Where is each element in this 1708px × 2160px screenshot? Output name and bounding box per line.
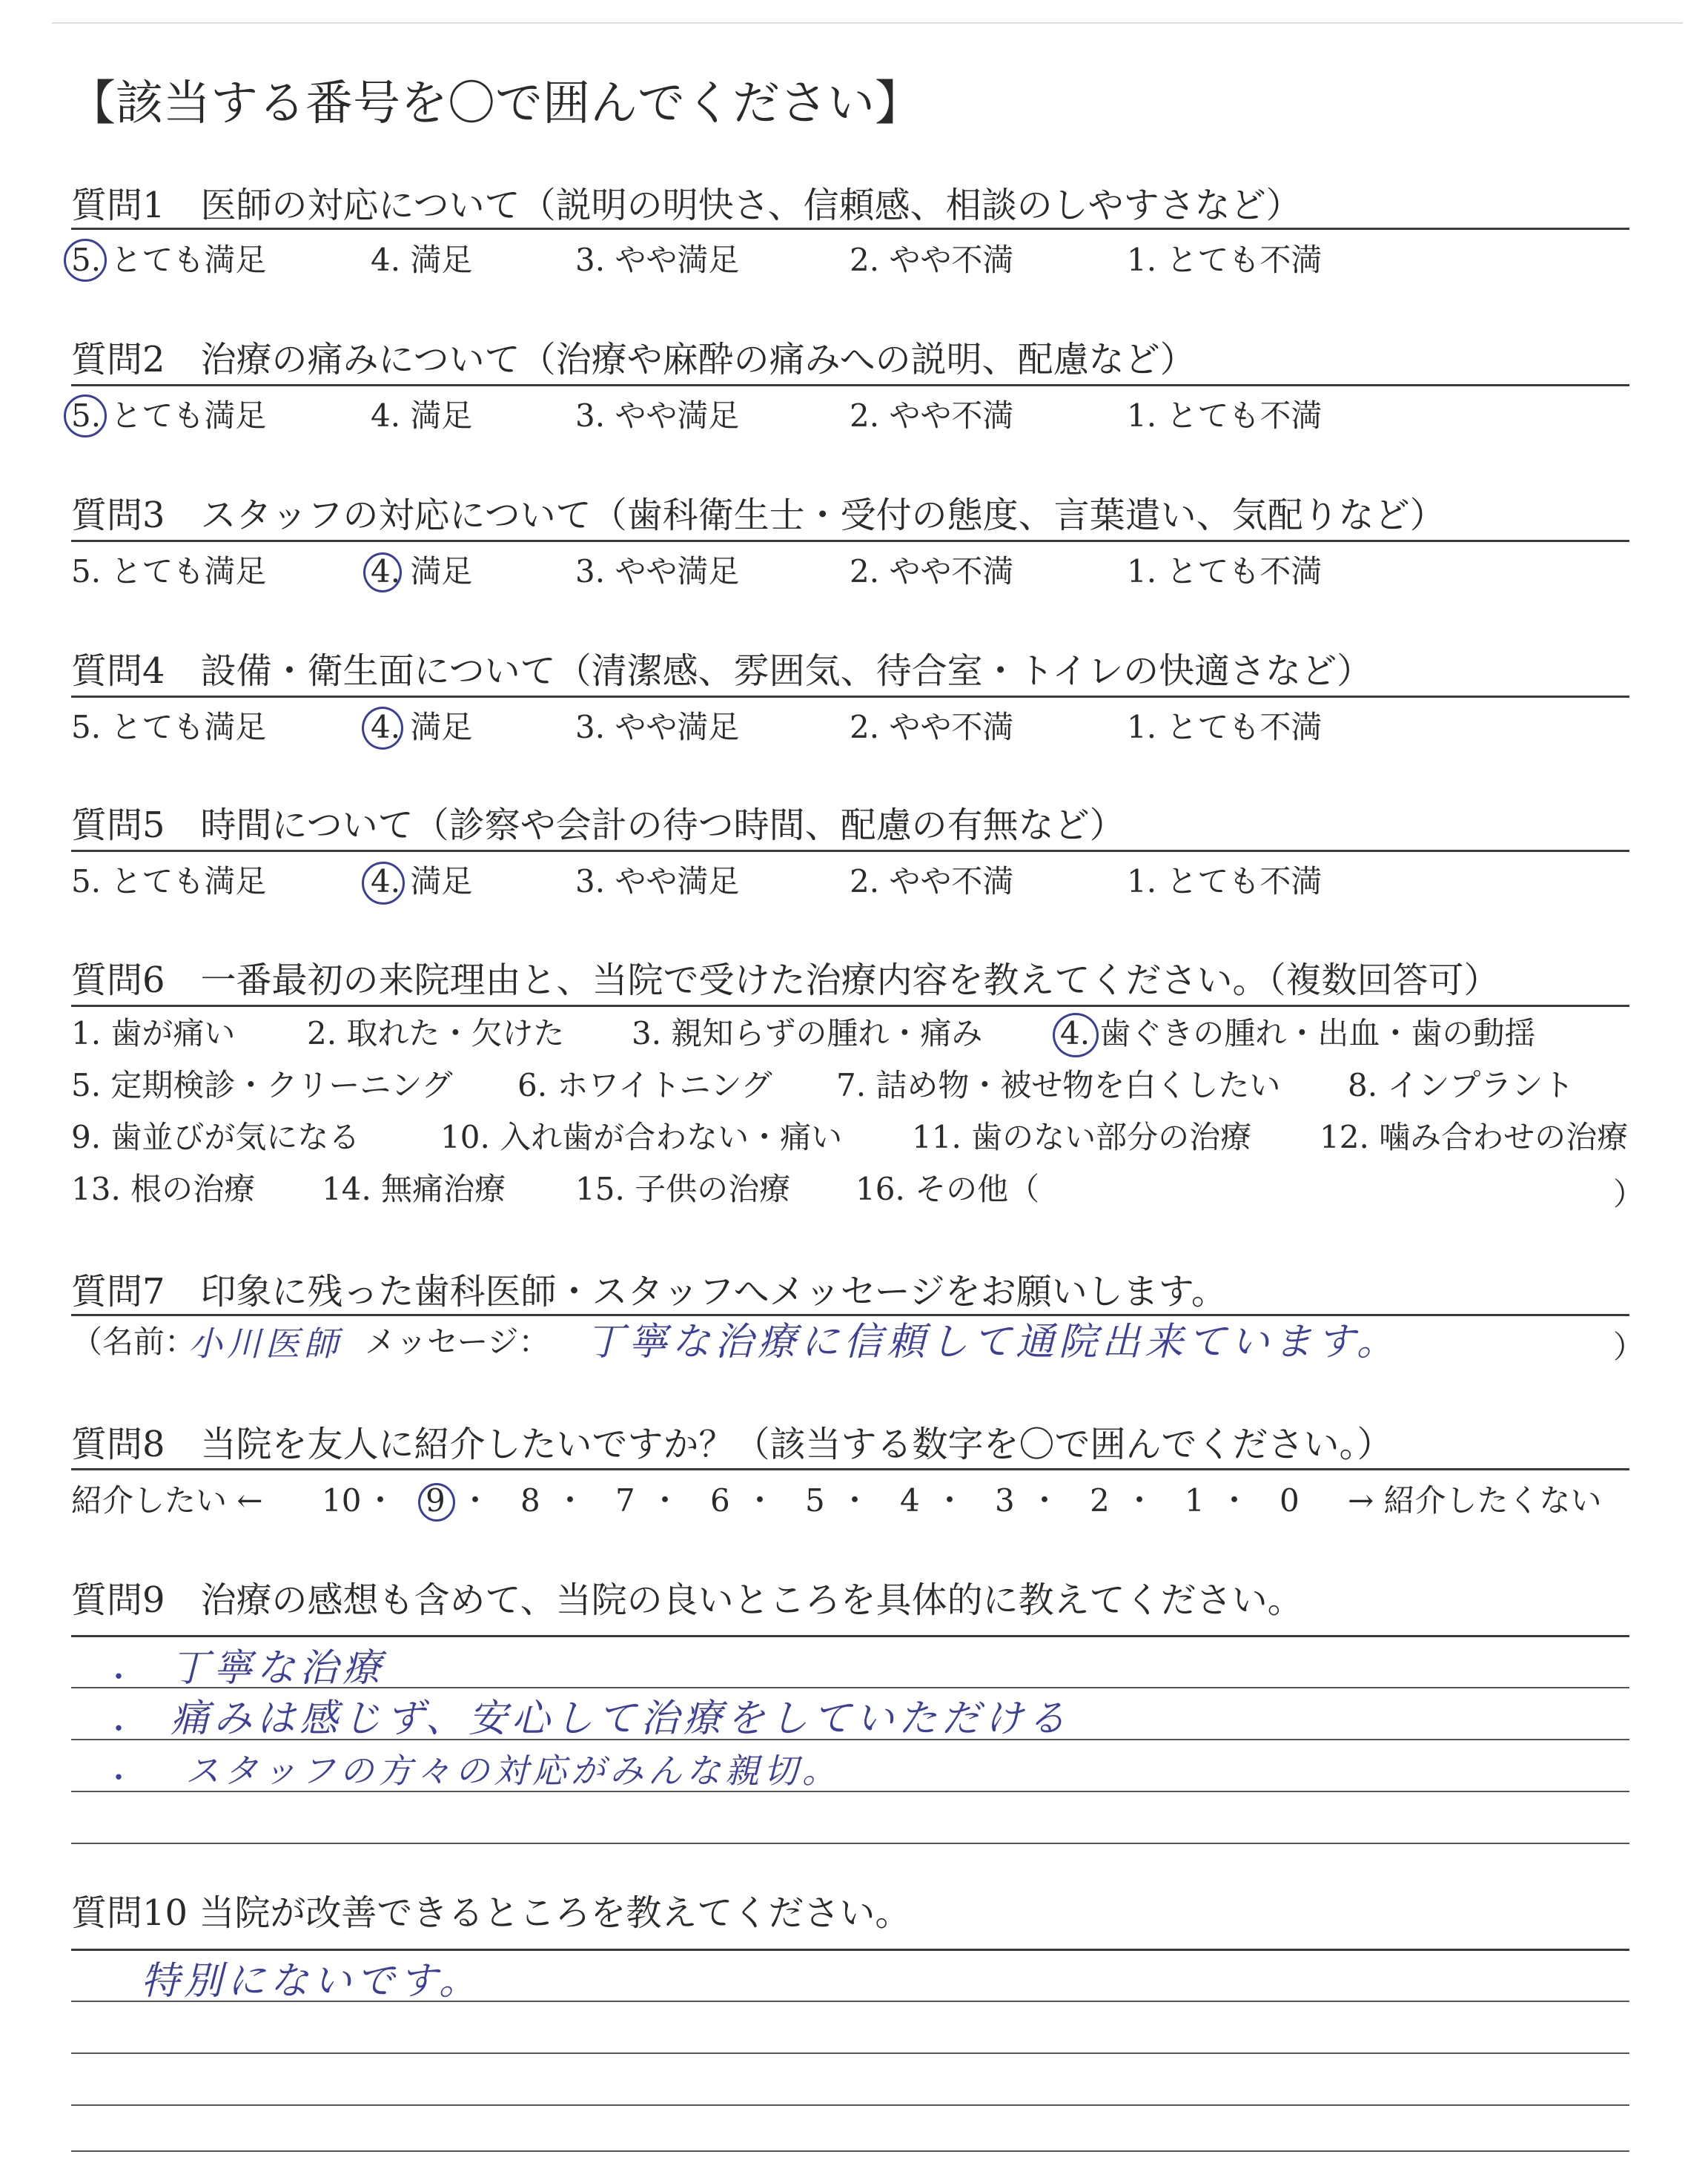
- q8-option-8[interactable]: 8: [520, 1482, 540, 1519]
- q1-option-4[interactable]: 4. 満足: [371, 242, 473, 278]
- q3-option-1[interactable]: 1. とても不満: [1127, 553, 1323, 589]
- q3-option-3[interactable]: 3. やや満足: [575, 553, 740, 589]
- rule: [71, 1635, 1629, 1637]
- q8-separator: ・: [1124, 1482, 1156, 1519]
- q8-option-0[interactable]: 0: [1280, 1482, 1300, 1519]
- question-9-title: 質問9 治療の感想も含めて、当院の良いところを具体的に教えてください。: [71, 1579, 1303, 1621]
- selection-circle: [362, 707, 403, 750]
- q8-option-6[interactable]: 6: [710, 1482, 730, 1519]
- question-10-title: 質問10 当院が改善できるところを教えてください。: [71, 1892, 911, 1934]
- q8-option-1[interactable]: 1: [1185, 1482, 1205, 1519]
- answer-line: [71, 2052, 1629, 2054]
- q7-close: ）: [1613, 1329, 1645, 1365]
- q2-option-4[interactable]: 4. 満足: [371, 397, 473, 434]
- q10-answer-1[interactable]: 特別にないです。: [141, 1959, 482, 2004]
- q6-option-16[interactable]: 16. その他（: [855, 1171, 1040, 1207]
- q8-separator: ・: [1029, 1482, 1061, 1519]
- answer-line: [71, 2150, 1629, 2152]
- question-5-title: 質問5 時間について（診察や会計の待つ時間、配慮の有無など）: [71, 805, 1125, 846]
- selection-circle: [418, 1483, 455, 1522]
- q8-option-5[interactable]: 5: [805, 1482, 825, 1519]
- rule: [71, 1314, 1629, 1316]
- rule: [71, 228, 1629, 230]
- q8-right-label: → 紹介したくない: [1348, 1482, 1602, 1519]
- q3-option-4[interactable]: 4. 満足: [371, 553, 473, 589]
- q8-separator: ・: [1219, 1482, 1251, 1519]
- q7-message-label: メッセージ：: [365, 1324, 550, 1360]
- q7-name-value[interactable]: 小川医師: [188, 1324, 342, 1364]
- q1-option-2[interactable]: 2. やや不満: [850, 242, 1014, 278]
- selection-circle: [1053, 1013, 1099, 1057]
- q6-option-14[interactable]: 14. 無痛治療: [322, 1171, 506, 1207]
- q5-option-5[interactable]: 5. とても満足: [71, 863, 267, 899]
- q5-option-2[interactable]: 2. やや不満: [850, 863, 1014, 899]
- q8-option-10[interactable]: 10: [322, 1482, 362, 1519]
- q6-option-2[interactable]: 2. 取れた・欠けた: [307, 1015, 565, 1051]
- page-title: 【該当する番号を〇で囲んでください】: [68, 76, 922, 131]
- question-8-title: 質問8 当院を友人に紹介したいですか？（該当する数字を〇で囲んでください。）: [71, 1424, 1393, 1465]
- q8-separator: ・: [555, 1482, 586, 1519]
- question-3-title: 質問3 スタッフの対応について（歯科衛生士・受付の態度、言葉遣い、気配りなど）: [71, 495, 1446, 536]
- q8-option-9[interactable]: 9: [426, 1482, 446, 1519]
- question-6-title: 質問6 一番最初の来院理由と、当院で受けた治療内容を教えてください。（複数回答可）: [71, 960, 1500, 1001]
- q8-left-label: 紹介したい ←: [71, 1482, 263, 1519]
- scan-edge: [52, 22, 1683, 24]
- bullet: ・: [104, 1712, 133, 1746]
- q4-option-4[interactable]: 4. 満足: [371, 709, 473, 745]
- selection-circle: [64, 394, 107, 437]
- q8-separator: ・: [460, 1482, 491, 1519]
- q1-option-1[interactable]: 1. とても不満: [1127, 242, 1323, 278]
- q9-answer-3[interactable]: スタッフの方々の対応がみんな親切。: [185, 1751, 841, 1791]
- q8-separator: ・: [839, 1482, 871, 1519]
- q3-option-5[interactable]: 5. とても満足: [71, 553, 267, 589]
- q5-option-1[interactable]: 1. とても不満: [1127, 863, 1323, 899]
- q9-answer-2[interactable]: 痛みは感じず、安心して治療をしていただける: [171, 1697, 1070, 1741]
- q3-option-2[interactable]: 2. やや不満: [850, 553, 1014, 589]
- q8-separator: ・: [934, 1482, 966, 1519]
- selection-circle: [362, 862, 405, 905]
- rule: [71, 1949, 1629, 1951]
- q6-option-3[interactable]: 3. 親知らずの腫れ・痛み: [632, 1015, 983, 1051]
- q4-option-3[interactable]: 3. やや満足: [575, 709, 740, 745]
- q8-separator: ・: [649, 1482, 681, 1519]
- q6-other-close: ）: [1613, 1176, 1645, 1212]
- q6-option-15[interactable]: 15. 子供の治療: [575, 1171, 791, 1207]
- q6-option-5[interactable]: 5. 定期検診・クリーニング: [71, 1067, 453, 1103]
- q8-option-4[interactable]: 4: [900, 1482, 920, 1519]
- q4-option-5[interactable]: 5. とても満足: [71, 709, 267, 745]
- q8-option-2[interactable]: 2: [1090, 1482, 1110, 1519]
- rule: [71, 540, 1629, 542]
- selection-circle: [363, 552, 402, 592]
- q6-option-12[interactable]: 12. 噛み合わせの治療: [1320, 1119, 1629, 1155]
- q6-option-7[interactable]: 7. 詰め物・被せ物を白くしたい: [836, 1067, 1281, 1103]
- q9-answer-1[interactable]: 丁寧な治療: [171, 1646, 386, 1691]
- rule: [71, 384, 1629, 386]
- q4-option-2[interactable]: 2. やや不満: [850, 709, 1014, 745]
- q7-name-label: （名前：: [71, 1324, 196, 1360]
- q6-option-13[interactable]: 13. 根の治療: [71, 1171, 256, 1207]
- bullet: ・: [104, 1660, 133, 1694]
- question-2-title: 質問2 治療の痛みについて（治療や麻酔の痛みへの説明、配慮など）: [71, 339, 1196, 380]
- q1-option-5[interactable]: 5. とても満足: [71, 242, 267, 278]
- rule: [71, 850, 1629, 852]
- q6-option-1[interactable]: 1. 歯が痛い: [71, 1015, 236, 1051]
- q8-separator: ・: [744, 1482, 776, 1519]
- rule: [71, 1468, 1629, 1470]
- q6-option-4[interactable]: 4. 歯ぐきの腫れ・出血・歯の動揺: [1060, 1015, 1536, 1051]
- q6-option-9[interactable]: 9. 歯並びが気になる: [71, 1119, 360, 1155]
- q6-option-8[interactable]: 8. インプラント: [1348, 1067, 1575, 1103]
- q6-option-10[interactable]: 10. 入れ歯が合わない・痛い: [440, 1119, 843, 1155]
- q7-message-value[interactable]: 丁寧な治療に信頼して通院出来ています。: [586, 1320, 1400, 1364]
- q6-option-11[interactable]: 11. 歯のない部分の治療: [912, 1119, 1252, 1155]
- rule: [71, 696, 1629, 698]
- q4-option-1[interactable]: 1. とても不満: [1127, 709, 1323, 745]
- q8-option-7[interactable]: 7: [615, 1482, 635, 1519]
- q8-separator: ・: [365, 1482, 397, 1519]
- q1-option-3[interactable]: 3. やや満足: [575, 242, 740, 278]
- q5-option-3[interactable]: 3. やや満足: [575, 863, 740, 899]
- selection-circle: [64, 239, 107, 282]
- answer-line: [71, 2104, 1629, 2106]
- q2-option-5[interactable]: 5. とても満足: [71, 397, 267, 434]
- q2-option-1[interactable]: 1. とても不満: [1127, 397, 1323, 434]
- question-1-title: 質問1 医師の対応について（説明の明快さ、信頼感、相談のしやすさなど）: [71, 185, 1302, 226]
- bullet: ・: [104, 1761, 133, 1795]
- question-7-title: 質問7 印象に残った歯科医師・スタッフへメッセージをお願いします。: [71, 1271, 1227, 1312]
- rule: [71, 1005, 1629, 1007]
- question-4-title: 質問4 設備・衛生面について（清潔感、雰囲気、待合室・トイレの快適さなど）: [71, 650, 1373, 692]
- answer-line: [71, 1843, 1629, 1844]
- q5-option-4[interactable]: 4. 満足: [371, 863, 473, 899]
- q2-option-3[interactable]: 3. やや満足: [575, 397, 740, 434]
- q6-option-6[interactable]: 6. ホワイトニング: [517, 1067, 772, 1103]
- q2-option-2[interactable]: 2. やや不満: [850, 397, 1014, 434]
- q8-option-3[interactable]: 3: [995, 1482, 1015, 1519]
